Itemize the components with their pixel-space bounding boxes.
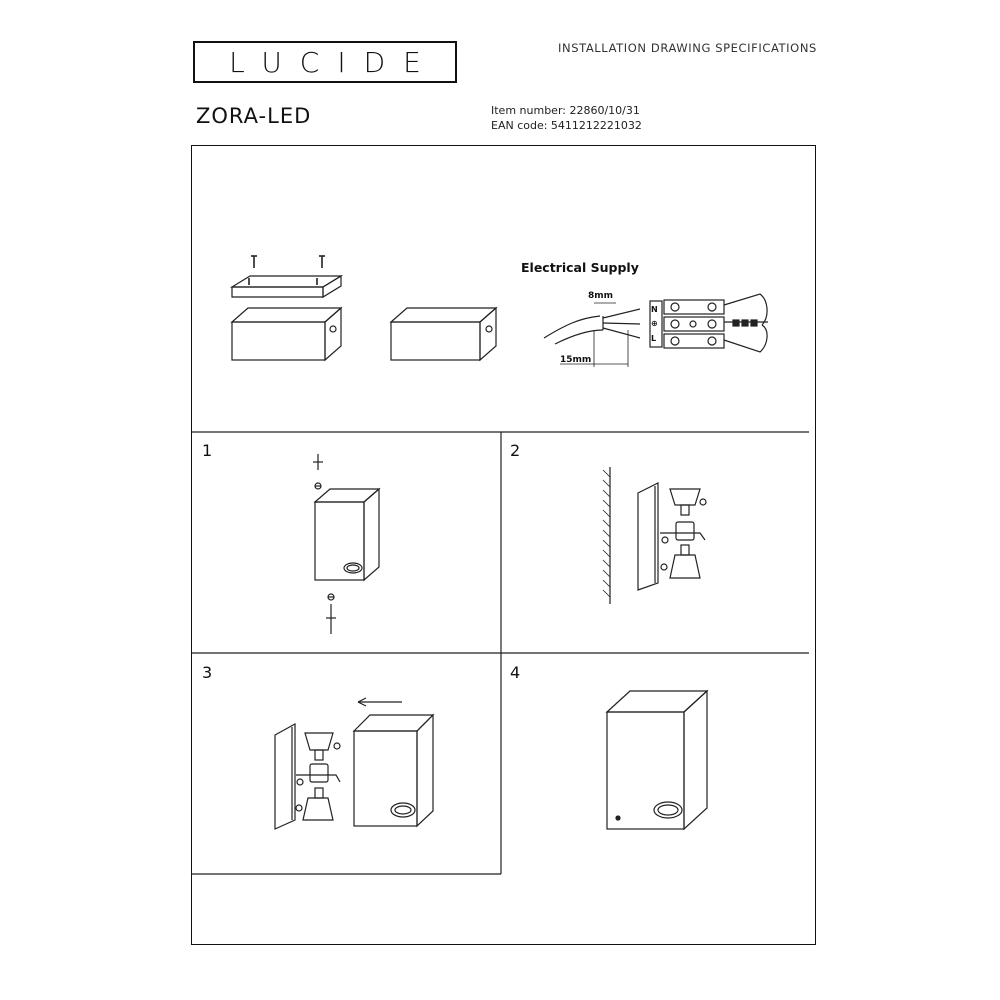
document-type: INSTALLATION DRAWING SPECIFICATIONS (558, 41, 817, 55)
step-number-1: 1 (202, 441, 213, 460)
ean-code: EAN code: 5411212221032 (491, 119, 642, 132)
terminal-label-earth: ⊕ (651, 319, 658, 328)
step-number-2: 2 (510, 441, 521, 460)
step4-lamp-icon (607, 691, 707, 829)
terminal-block-icon (650, 294, 768, 352)
step-number-3: 3 (202, 663, 213, 682)
screw-icon (313, 454, 336, 634)
cable-icon (544, 303, 640, 367)
step3-lamp-icon (354, 715, 433, 826)
item-number: Item number: 22860/10/31 (491, 104, 640, 117)
product-name: ZORA-LED (196, 104, 312, 128)
step3-bracket-icon (275, 724, 340, 829)
arrow-left-icon (358, 698, 402, 706)
wire-length-label: 15mm (560, 355, 592, 365)
lamp-body-icon (232, 308, 341, 360)
step2-bracket-icon (638, 483, 706, 590)
step-number-4: 4 (510, 663, 521, 682)
electrical-supply-label: Electrical Supply (521, 260, 639, 275)
strip-length-label: 8mm (588, 291, 614, 301)
step1-lamp-icon (315, 489, 379, 580)
step2-wall-icon (603, 467, 610, 604)
lamp-body-icon (391, 308, 496, 360)
logo-text: LUCIDE (229, 45, 439, 79)
terminal-label-l: L (651, 334, 657, 343)
screw-icon (249, 256, 325, 285)
terminal-label-n: N (651, 305, 658, 314)
